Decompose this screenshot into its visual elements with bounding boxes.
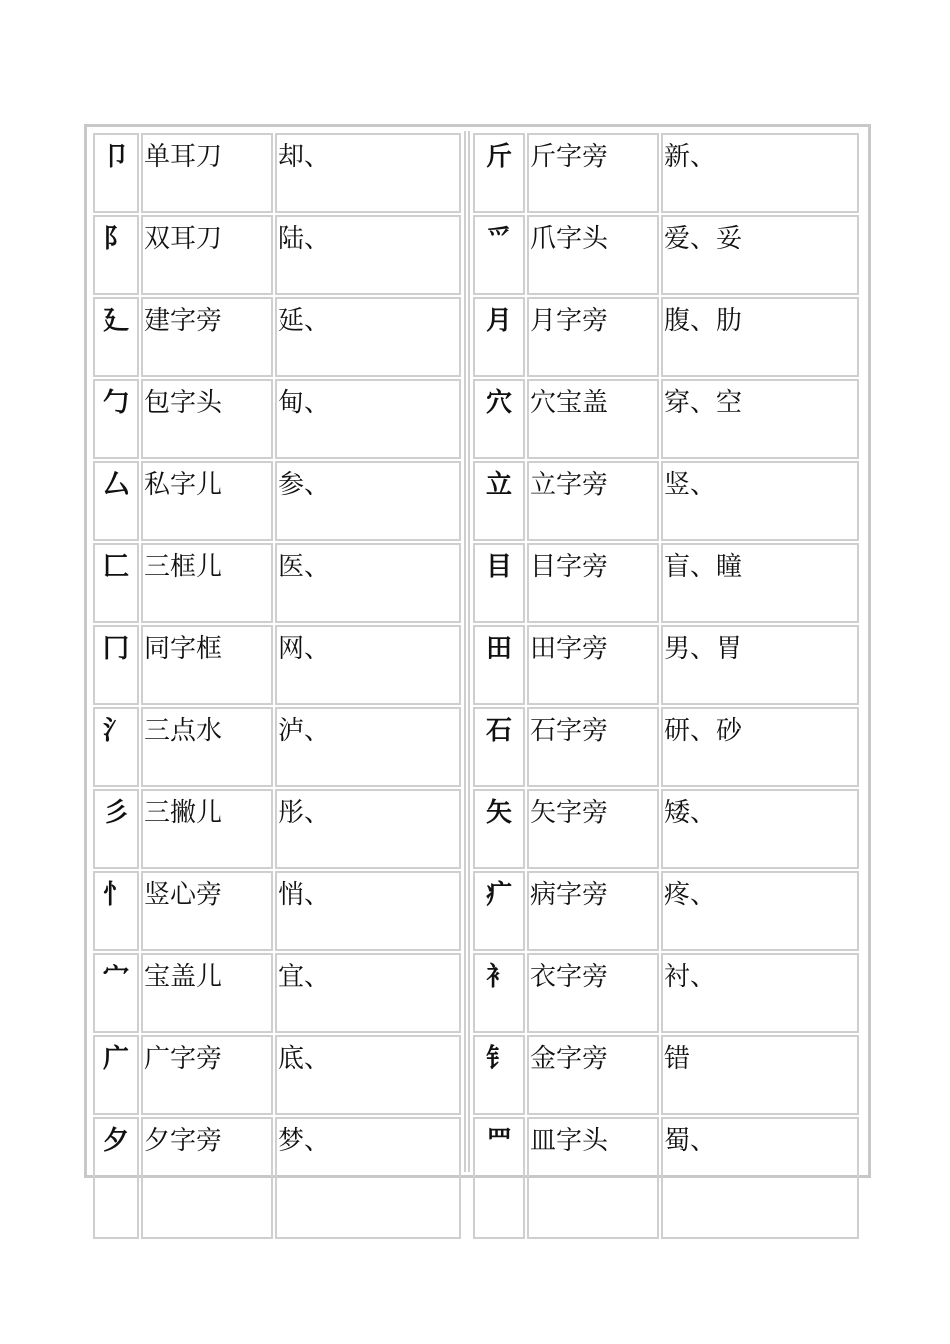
radical-cell: 立 [473, 461, 525, 541]
radical-name-cell: 立字旁 [527, 461, 659, 541]
radical-name-cell: 病字旁 [527, 871, 659, 951]
table-row [473, 215, 859, 295]
table-row [93, 871, 461, 951]
example-chars-cell: 宜、 [275, 953, 461, 1033]
example-chars-cell: 网、 [275, 625, 461, 705]
radical-cell: 匚 [93, 543, 139, 623]
table-row [473, 1035, 859, 1115]
example-chars-cell: 腹、肋 [661, 297, 859, 377]
radical-name-cell: 三点水 [141, 707, 273, 787]
table-divider [464, 131, 470, 1172]
radical-name-cell: 双耳刀 [141, 215, 273, 295]
radical-cell: 石 [473, 707, 525, 787]
radical-cell: 彡 [93, 789, 139, 869]
example-chars-cell: 彤、 [275, 789, 461, 869]
radical-cell: 夕 [93, 1117, 139, 1239]
radical-cell: 疒 [473, 871, 525, 951]
radical-name-cell: 单耳刀 [141, 133, 273, 213]
radical-name-cell: 夕字旁 [141, 1117, 273, 1239]
radical-cell: 矢 [473, 789, 525, 869]
radical-table-frame [84, 124, 871, 1178]
radical-cell: 勹 [93, 379, 139, 459]
table-row [473, 1117, 859, 1239]
radical-name-cell: 矢字旁 [527, 789, 659, 869]
example-chars-cell: 参、 [275, 461, 461, 541]
table-row [473, 379, 859, 459]
radical-name-cell: 皿字头 [527, 1117, 659, 1239]
example-chars-cell: 矮、 [661, 789, 859, 869]
example-chars-cell: 泸、 [275, 707, 461, 787]
radical-name-cell: 目字旁 [527, 543, 659, 623]
example-chars-cell: 竖、 [661, 461, 859, 541]
example-chars-cell: 穿、空 [661, 379, 859, 459]
radical-name-cell: 包字头 [141, 379, 273, 459]
radical-name-cell: 广字旁 [141, 1035, 273, 1115]
left-table-panel [91, 131, 463, 1172]
table-row [473, 543, 859, 623]
table-row [93, 953, 461, 1033]
example-chars-cell: 疼、 [661, 871, 859, 951]
example-chars-cell: 陆、 [275, 215, 461, 295]
radical-cell: 廴 [93, 297, 139, 377]
radical-cell: 衤 [473, 953, 525, 1033]
radical-cell: 氵 [93, 707, 139, 787]
radical-name-cell: 田字旁 [527, 625, 659, 705]
table-row [93, 707, 461, 787]
example-chars-cell: 衬、 [661, 953, 859, 1033]
radical-cell: 田 [473, 625, 525, 705]
table-row [473, 133, 859, 213]
radical-name-cell: 衣字旁 [527, 953, 659, 1033]
radical-cell: 穴 [473, 379, 525, 459]
table-row [93, 1117, 461, 1239]
radical-name-cell: 三框儿 [141, 543, 273, 623]
radical-name-cell: 建字旁 [141, 297, 273, 377]
table-row [93, 625, 461, 705]
radical-name-cell: 石字旁 [527, 707, 659, 787]
example-chars-cell: 盲、瞳 [661, 543, 859, 623]
example-chars-cell: 悄、 [275, 871, 461, 951]
radical-name-cell: 爪字头 [527, 215, 659, 295]
radical-cell: 宀 [93, 953, 139, 1033]
radical-name-cell: 私字儿 [141, 461, 273, 541]
table-row [473, 789, 859, 869]
table-row [473, 461, 859, 541]
example-chars-cell: 研、砂 [661, 707, 859, 787]
table-row [473, 625, 859, 705]
radical-cell: 斤 [473, 133, 525, 213]
radical-name-cell: 竖心旁 [141, 871, 273, 951]
radical-cell: 忄 [93, 871, 139, 951]
radical-cell: 钅 [473, 1035, 525, 1115]
example-chars-cell: 爱、妥 [661, 215, 859, 295]
table-row [473, 953, 859, 1033]
table-row [93, 461, 461, 541]
example-chars-cell: 蜀、 [661, 1117, 859, 1239]
example-chars-cell: 医、 [275, 543, 461, 623]
table-row [473, 297, 859, 377]
radical-cell: 厶 [93, 461, 139, 541]
radical-cell: 罒 [473, 1117, 525, 1239]
example-chars-cell: 男、胃 [661, 625, 859, 705]
radical-cell: 广 [93, 1035, 139, 1115]
radical-name-cell: 三撇儿 [141, 789, 273, 869]
radical-name-cell: 穴宝盖 [527, 379, 659, 459]
example-chars-cell: 错 [661, 1035, 859, 1115]
table-row [93, 543, 461, 623]
example-chars-cell: 延、 [275, 297, 461, 377]
radical-name-cell: 斤字旁 [527, 133, 659, 213]
radical-cell: 月 [473, 297, 525, 377]
example-chars-cell: 却、 [275, 133, 461, 213]
radical-cell: 卩 [93, 133, 139, 213]
example-chars-cell: 新、 [661, 133, 859, 213]
example-chars-cell: 梦、 [275, 1117, 461, 1239]
table-row [93, 789, 461, 869]
example-chars-cell: 甸、 [275, 379, 461, 459]
table-row [473, 707, 859, 787]
radical-cell: 爫 [473, 215, 525, 295]
table-row [93, 297, 461, 377]
right-radical-table [471, 131, 861, 1241]
left-radical-table [91, 131, 463, 1241]
radical-name-cell: 月字旁 [527, 297, 659, 377]
radical-name-cell: 宝盖儿 [141, 953, 273, 1033]
radical-cell: 阝 [93, 215, 139, 295]
table-row [93, 379, 461, 459]
table-row [93, 1035, 461, 1115]
table-row [93, 215, 461, 295]
table-row [93, 133, 461, 213]
radical-cell: 冂 [93, 625, 139, 705]
example-chars-cell: 底、 [275, 1035, 461, 1115]
right-table-panel [471, 131, 861, 1172]
radical-cell: 目 [473, 543, 525, 623]
radical-name-cell: 同字框 [141, 625, 273, 705]
radical-name-cell: 金字旁 [527, 1035, 659, 1115]
table-row [473, 871, 859, 951]
